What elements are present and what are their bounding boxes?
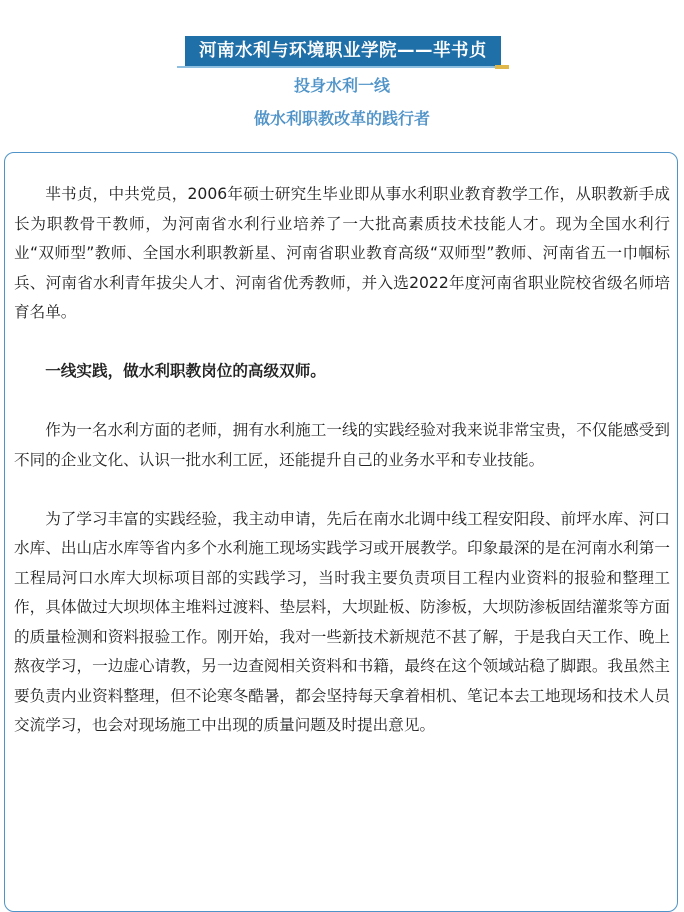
article-body (14, 180, 670, 741)
page-title: 河南水利与环境职业学院——芈书贞 (185, 36, 501, 66)
subtitle-line-2: 做水利职教改革的践行者 (253, 109, 430, 128)
subtitle-line-1: 投身水利一线 (293, 76, 390, 95)
paragraph-spacer (14, 387, 670, 417)
article-header (0, 0, 684, 140)
section-heading: 一线实践，做水利职教岗位的高级双师。 (45, 362, 326, 380)
intro-paragraph: 芈书贞，中共党员，2006年硕士研究生毕业即从事水利职业教育教学工作，从职教新手成长为职教骨干教师，为河南省水利行业培养了一大批高素质技术技能人才。现为全国水利行业“双师型”教师、全国水利职教新星、河南省职业教育高级“双师型”教师、河南省五一巾帼标兵、河南省水利青年拔尖人才、河南省优秀教师，并入选2022年度河南省职业院校省级名师培育名单。 (14, 185, 670, 321)
body-paragraph: 作为一名水利方面的老师，拥有水利施工一线的实践经验对我来说非常宝贵，不仅能感受到不同的企业文化、认识一批水利工匠，还能提升自己的业务水平和专业技能。 (14, 421, 670, 469)
paragraph-spacer (14, 328, 670, 358)
title-banner (185, 36, 501, 68)
paragraph-spacer (14, 475, 670, 505)
body-paragraph: 为了学习丰富的实践经验，我主动申请，先后在南水北调中线工程安阳段、前坪水库、河口水库、出山店水库等省内多个水利施工现场实践学习或开展教学。印象最深的是在河南水利第一工程局河口水库大坝标项目部的实践学习，当时我主要负责项目工程内业资料的报验和整理工作，具体做过大坝坝体主堆料过渡料、垫层料，大坝趾板、防渗板，大坝防渗板固结灌浆等方面的质量检测和资料报验工作。刚开始，我对一些新技术新规范不甚了解，于是我白天工作、晚上熬夜学习，一边虚心请教，另一边查阅相关资料和书籍，最终在这个领域站稳了脚跟。我虽然主要负责内业资料整理，但不论寒冬酷暑，都会坚持每天拿着相机、笔记本去工地现场和技术人员交流学习，也会对现场施工中出现的质量问题及时提出意见。 (14, 509, 670, 734)
title-underline-decoration (177, 66, 509, 68)
